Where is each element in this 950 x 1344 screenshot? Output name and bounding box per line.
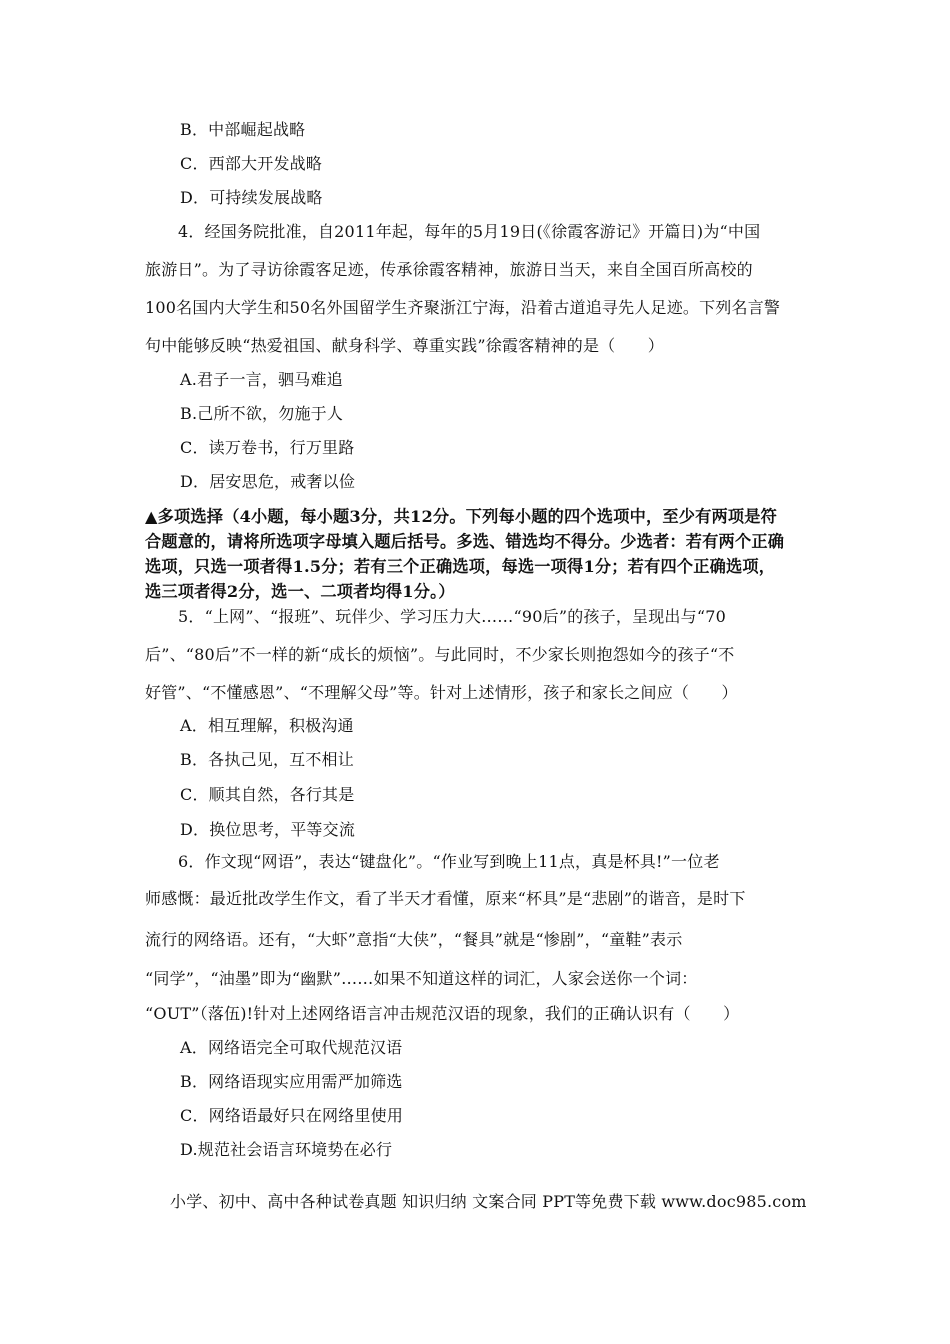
q5-option-b: B．各执己见，互不相让 [180,750,354,769]
q4-stem-line-2: 旅游日”。为了寻访徐霞客足迹，传承徐霞客精神，旅游日当天，来自全国百所高校的 [145,260,753,279]
q5-stem-line-2: 后”、“80后”不一样的新“成长的烦恼”。与此同时，不少家长则抱怨如今的孩子“不 [145,645,735,664]
q4-option-a: A.君子一言，驷马难追 [180,370,343,389]
q4-stem-line-1: 4．经国务院批准，自2011年起，每年的5月19日(《徐霞客游记》开篇日)为“中国 [178,222,761,241]
q6-stem-line-5: “OUT”（落伍)!针对上述网络语言冲击规范汉语的现象，我们的正确认识有（ ） [145,1004,740,1023]
section-heading-line-1: ▲多项选择（4小题，每小题3分，共12分。下列每小题的四个选项中，至少有两项是符 [145,507,778,526]
q5-option-c: C．顺其自然，各行其是 [180,785,355,804]
q4-option-c: C．读万卷书，行万里路 [180,438,355,457]
q6-stem-line-1: 6．作文现“网语”，表达“键盘化”。“作业写到晚上11点，真是杯具!”一位老 [178,852,720,871]
q3-option-d: D．可持续发展战略 [180,188,323,207]
q6-option-d: D.规范社会语言环境势在必行 [180,1140,393,1159]
section-heading-line-2: 合题意的，请将所选项字母填入题后括号。多选、错选均不得分。少选者：若有两个正确 [145,532,785,551]
section-heading-line-3: 选项，只选一项者得1.5分；若有三个正确选项，每选一项得1分；若有四个正确选项， [145,557,776,576]
q5-option-d: D．换位思考，平等交流 [180,820,356,839]
q6-stem-line-2: 师感慨：最近批改学生作文，看了半天才看懂，原来“杯具”是“悲剧”的谐音，是时下 [145,889,746,908]
q6-option-b: B．网络语现实应用需严加筛选 [180,1072,403,1091]
page-footer: 小学、初中、高中各种试卷真题 知识归纳 文案合同 PPT等免费下载 www.doc985.com [170,1192,807,1211]
q5-option-a: A．相互理解，积极沟通 [180,716,354,735]
q4-option-d: D．居安思危，戒奢以俭 [180,472,356,491]
q5-stem-line-1: 5．“上网”、“报班”、玩伴少、学习压力大……“90后”的孩子，呈现出与“70 [178,607,726,626]
q4-option-b: B.己所不欲，勿施于人 [180,404,344,423]
q6-stem-line-4: “同学”，“油墨”即为“幽默”……如果不知道这样的词汇，人家会送你一个词： [145,969,698,988]
q6-option-a: A．网络语完全可取代规范汉语 [180,1038,403,1057]
section-heading-line-4: 选三项者得2分，选一、二项者均得1分。） [145,582,455,601]
q4-stem-line-4: 句中能够反映“热爱祖国、献身科学、尊重实践”徐霞客精神的是（ ） [145,336,664,355]
q4-stem-line-3: 100名国内大学生和50名外国留学生齐聚浙江宁海，沿着古道追寻先人足迹。下列名言警 [145,298,781,317]
q6-option-c: C．网络语最好只在网络里使用 [180,1106,404,1125]
q5-stem-line-3: 好管”、“不懂感恩”、“不理解父母”等。针对上述情形，孩子和家长之间应（ ） [145,683,738,702]
q3-option-c: C．西部大开发战略 [180,154,323,173]
q3-option-b: B．中部崛起战略 [180,120,306,139]
q6-stem-line-3: 流行的网络语。还有，“大虾”意指“大侠”，“餐具”就是“惨剧”，“童鞋”表示 [145,930,683,949]
